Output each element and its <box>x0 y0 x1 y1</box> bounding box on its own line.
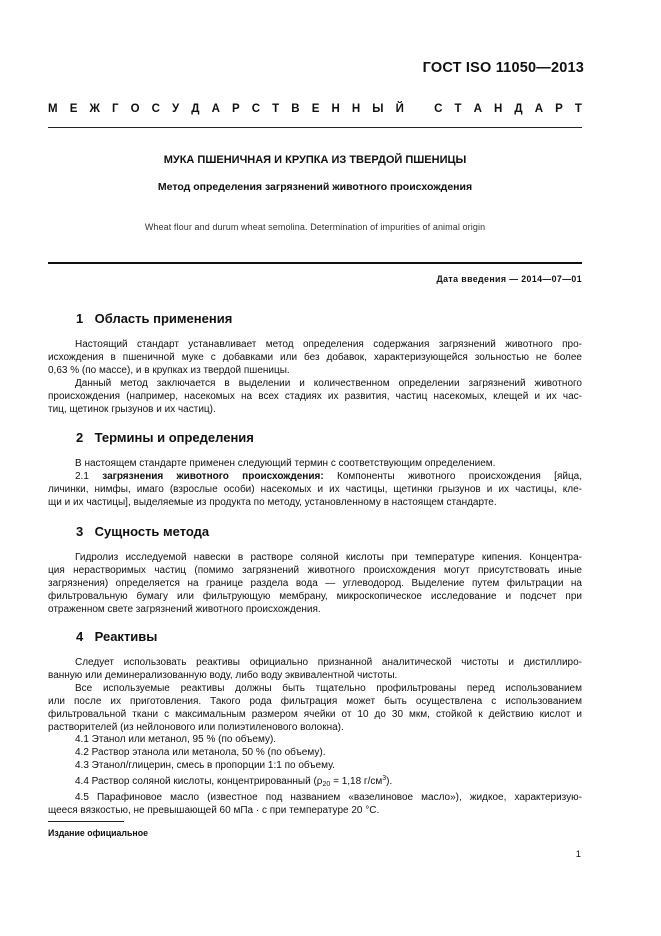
title-divider <box>48 262 582 264</box>
section-title: Область применения <box>94 311 233 326</box>
paragraph-line: Гидролиз исследуемой навески в растворе соляной кислоты при температуре кипения. Концентра- <box>75 552 582 563</box>
banner-letter: В <box>291 103 300 115</box>
banner-gap <box>416 103 422 115</box>
paragraph-line: растворителей (из нейлонового или полиэтиленового волокна). <box>48 721 344 733</box>
paragraph-line: ция нерастворимых частиц (помимо загрязнений животного происхождения могут присутствовать иные <box>48 564 582 576</box>
paragraph-line: Следует использовать реактивы официально признанной аналитической чистоты и дистиллиро- <box>75 657 582 668</box>
section-title: Термины и определения <box>94 430 254 445</box>
document-subtitle: Метод определения загрязнений животного происхождения <box>157 181 473 193</box>
paragraph-line: исхождения в пшеничной муке с добавками или без добавок, характеризующейся зольностью не более <box>48 351 582 363</box>
paragraph-line: щи и их частицы], выделяемые из продукта по методу, установленному в настоящем стандарте. <box>48 496 497 508</box>
banner-letter: Ы <box>372 103 384 115</box>
banner-letter: Е <box>311 103 320 115</box>
paragraph-line: происхождения (например, насекомых на всех стадиях их развития, частиц насекомых, клещей и их час- <box>48 390 582 402</box>
banner-letter: Н <box>351 103 361 115</box>
term-number: 2.1 <box>75 470 89 482</box>
banner-letter: Т <box>454 103 462 115</box>
introduction-date: Дата введения — 2014—07—01 <box>436 274 582 284</box>
paragraph-line: В настоящем стандарте применен следующий термин с соответствующим определением. <box>75 458 496 469</box>
banner-letter: Е <box>69 103 78 115</box>
paragraph-line: Все используемые реактивы должны быть тщательно профильтрованы перед использованием <box>75 682 582 694</box>
banner-letter: Р <box>555 103 563 115</box>
reagent-text: 4.4 Раствор соляной кислоты, концентрированный (ρ <box>75 776 323 788</box>
paragraph-line: ванную или деминерализованную воду, либо воду эквивалентной чистоты. <box>48 669 398 681</box>
section-title: Реактивы <box>94 629 158 644</box>
reagent-text: = 1,18 г/см <box>330 776 383 788</box>
banner-letter: О <box>130 103 140 115</box>
term: загрязнения животного происхождения: <box>102 470 324 482</box>
section-number: 3 <box>76 524 84 539</box>
density-subscript: 20 <box>322 781 331 789</box>
section-3-heading <box>76 524 209 539</box>
section-number: 1 <box>76 311 84 326</box>
english-title: Wheat flour and durum wheat semolina. Determination of impurities of animal origin <box>144 222 486 232</box>
document-title: МУКА ПШЕНИЧНАЯ И КРУПКА ИЗ ТВЕРДОЙ ПШЕНИЦЫ <box>163 154 467 166</box>
banner-letter: Г <box>111 103 119 115</box>
page-number: 1 <box>575 849 581 860</box>
section-2-body <box>48 458 582 510</box>
paragraph-line: фильтровальную бумагу или фильтрующую мембрану, микроскопическое исследование и подсчет при <box>48 590 582 602</box>
section-2-heading <box>76 430 254 445</box>
banner-letter: С <box>434 103 443 115</box>
paragraph-line: 0,63 % (по массе), и в крупках из твердой пшеницы. <box>48 364 290 376</box>
reagent-item-continuation: щееся вязкостью, не превышающей 60 мПа · с при температуре 20 °С. <box>48 804 380 816</box>
banner-letter: Т <box>272 103 280 115</box>
paragraph-line: тиц, щетинок грызунов и их частиц). <box>48 403 216 415</box>
section-1-heading <box>76 311 232 326</box>
banner-letter: М <box>48 103 58 115</box>
interstate-standard-banner <box>48 103 582 115</box>
paragraph-line: отраженном свете загрязнений животного происхождения. <box>48 603 321 615</box>
header-divider <box>48 127 582 128</box>
section-title: Сущность метода <box>94 524 210 539</box>
section-4-body <box>48 657 582 818</box>
section-4-heading <box>76 629 157 644</box>
banner-letter: Д <box>514 103 523 115</box>
banner-letter: А <box>473 103 482 115</box>
banner-letter: Ж <box>89 103 100 115</box>
unit-superscript: 3 <box>382 775 387 783</box>
paragraph-line: Настоящий стандарт устанавливает метод определения содержания загрязнений животного про- <box>75 339 582 350</box>
banner-letter: С <box>251 103 261 115</box>
banner-letter: А <box>534 103 544 115</box>
reagent-item <box>48 773 582 792</box>
banner-letter: Н <box>331 103 340 115</box>
section-1-body <box>48 339 582 416</box>
section-number: 2 <box>76 430 84 445</box>
paragraph-line: фильтровальной ткани с максимальным размером ячейки от 10 до 30 мкм, стойкой к действию кислот и <box>48 708 582 720</box>
definition-text: Компоненты животного происхождения [яйца, <box>337 470 583 482</box>
paragraph-line: Данный метод заключается в выделении и количественном определении загрязнений животного <box>75 377 582 389</box>
banner-letter: У <box>172 103 180 115</box>
reagent-item: 4.5 Парафиновое масло (известное под названием «вазелиновое масло»), жидкое, характеризую- <box>75 792 582 804</box>
banner-letter: Т <box>574 103 582 115</box>
section-3-body <box>48 552 582 617</box>
paragraph-line: загрязнения) определяется на границе раздела вода — углеводород. Выделение путем фильтрации на <box>48 577 582 589</box>
gost-number: ГОСТ ISO 11050—2013 <box>422 60 584 76</box>
reagent-item: 4.3 Этанол/глицерин, смесь в пропорции 1:1 по объему. <box>75 760 335 772</box>
banner-letter: Н <box>494 103 503 115</box>
banner-letter: Й <box>395 103 404 115</box>
footer-divider <box>48 821 124 822</box>
banner-letter: Р <box>231 103 240 115</box>
reagent-text: ). <box>386 776 393 788</box>
reagent-item: 4.1 Этанол или метанол, 95 % (по объему). <box>75 734 277 746</box>
banner-letter: С <box>151 103 160 115</box>
banner-letter: Д <box>191 103 200 115</box>
term-definition-line <box>48 471 582 484</box>
reagent-item: 4.2 Раствор этанола или метанола, 50 % (по объему). <box>75 747 326 759</box>
banner-letter: А <box>211 103 220 115</box>
official-edition-note: Издание официальное <box>48 828 148 838</box>
section-number: 4 <box>76 629 84 644</box>
paragraph-line: или после их приготовления. Такого рода фильтрация может быть осуществлена с использованием <box>48 695 582 707</box>
paragraph-line: личинки, нимфы, имаго (взрослые особи) насекомых и их частицы, щетинки грызунов и их частицы, кле- <box>48 483 582 495</box>
